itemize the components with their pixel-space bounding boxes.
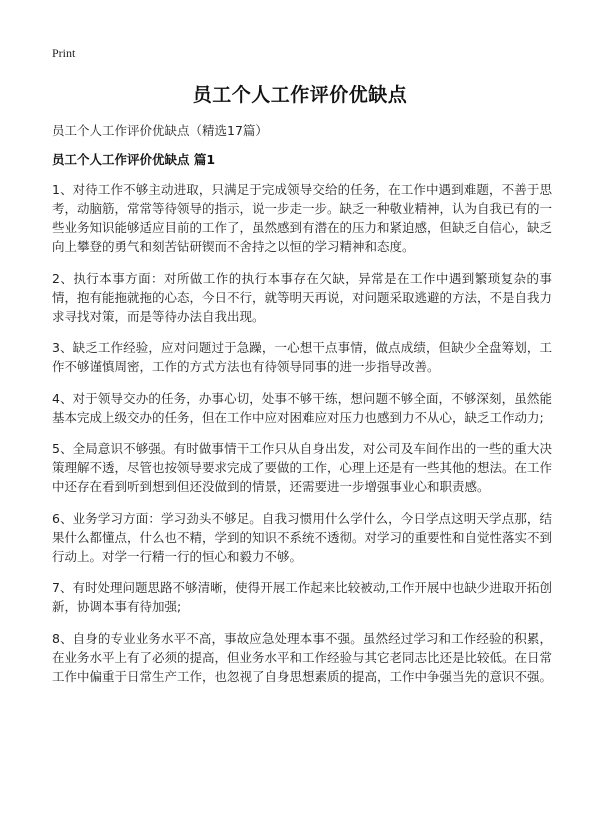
paragraph-7: 7、有时处理问题思路不够清晰，使得开展工作起来比较被动,工作开展中也缺少进取开拓创新，协调本事有待加强; bbox=[52, 580, 552, 614]
paragraph-4: 4、对于领导交办的任务，办事心切，处事不够干练，想问题不够全面，不够深刻，虽然能基本完成上级交办的任务，但在工作中应对困难应对压力也感到力不从心，缺乏工作动力; bbox=[52, 390, 552, 425]
print-label: Print bbox=[52, 46, 76, 60]
paragraph-8: 8、自身的专业业务水平不高，事故应急处理本事不强。虽然经过学习和工作经验的积累，在业务水平上有了必须的提高，但业务水平和工作经验与其它老同志比还是比较低。在日常工作中偏重于日常生产工作，也忽视了自身思想素质的提高，工作中争强当先的意识不强。 bbox=[52, 630, 553, 684]
section-heading: 员工个人工作评价优缺点 篇1 bbox=[52, 152, 216, 167]
document-body bbox=[52, 180, 552, 698]
paragraph-6: 6、业务学习方面：学习劲头不够足。自我习惯用什么学什么，今日学点这明天学点那，结果什么都懂点，什么也不精，学到的知识不系统不透彻。对学习的重要性和自觉性落实不到行动上。对学一行精一行的恒心和毅力不够。 bbox=[52, 510, 553, 564]
paragraph-5: 5、全局意识不够强。有时做事情干工作只从自身出发，对公司及车间作出的一些的重大决策理解不透，尽管也按领导要求完成了要做的工作，心理上还是有一些其他的想法。在工作中还存在看到听到想到但还没做到的情景，还需要进一步增强事业心和职责感。 bbox=[52, 441, 553, 494]
paragraph-3: 3、缺乏工作经验，应对问题过于急躁，一心想干点事情，做点成绩，但缺少全盘筹划，工作不够谨慎周密，工作的方式方法也有待领导同事的进一步指导改善。 bbox=[52, 340, 552, 374]
paragraph-1: 1、对待工作不够主动进取，只满足于完成领导交给的任务，在工作中遇到难题，不善于思考，动脑筋，常常等待领导的指示，说一步走一步。缺乏一种敬业精神，认为自我已有的一些业务知识能够适应目前的工作了，虽然感到有潜在的压力和紧迫感，但缺乏自信心，缺乏向上攀登的勇气和刻苦钻研锲而不舍持之以恒的学习精神和态度。 bbox=[52, 182, 553, 254]
paragraph-2: 2、执行本事方面：对所做工作的执行本事存在欠缺，异常是在工作中遇到繁琐复杂的事情，抱有能拖就拖的心态，今日不行，就等明天再说，对问题采取逃避的方法，不是自我力求寻找对策，而是等待办法自我出现。 bbox=[52, 270, 553, 324]
document-subtitle: 员工个人工作评价优缺点（精选17篇） bbox=[52, 123, 268, 138]
page-title: 员工个人工作评价优缺点 bbox=[192, 84, 408, 106]
